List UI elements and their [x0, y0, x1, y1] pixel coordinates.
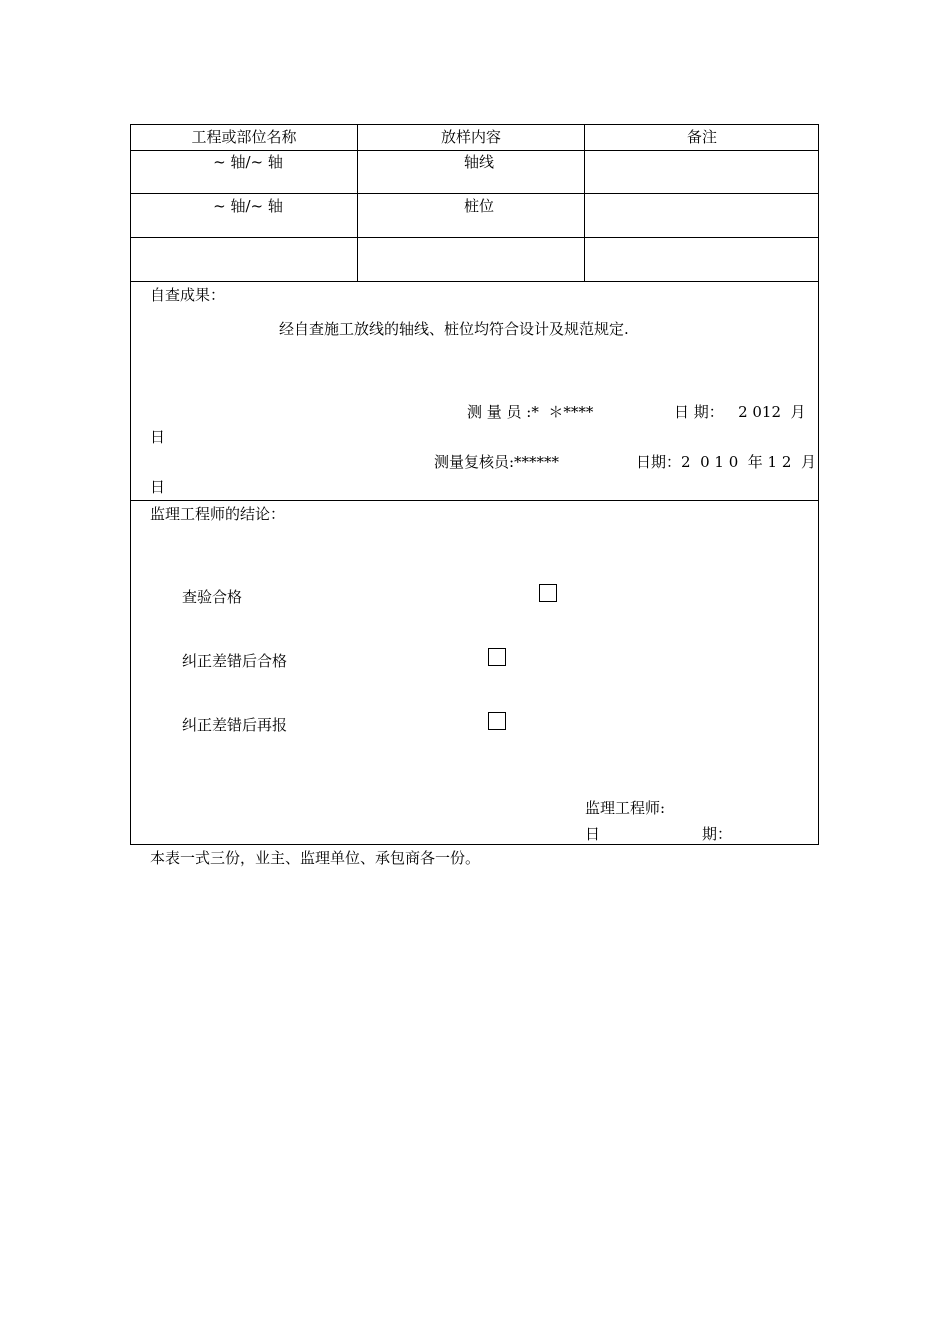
option-passed-after-correction-label: 纠正差错后合格	[182, 652, 288, 670]
inspection-passed-checkbox[interactable]	[539, 584, 557, 602]
surveyor-date: 日 期： 2 012 月	[674, 403, 806, 421]
passed-after-correction-checkbox[interactable]	[488, 648, 506, 666]
option-inspection-passed-label: 查验合格	[182, 588, 243, 606]
supervising-engineer-label: 监理工程师:	[585, 799, 666, 817]
self-check-label: 自查成果：	[150, 286, 226, 304]
section-divider	[130, 500, 819, 501]
header-remark: 备注	[686, 128, 717, 146]
table-divider	[130, 237, 819, 238]
supervisor-date-label-period: 期：	[702, 825, 733, 843]
option-resubmit-after-correction-label: 纠正差错后再报	[182, 716, 288, 734]
reviewer-date-day: 日	[150, 478, 166, 496]
table-divider	[130, 193, 819, 194]
supervisor-date-label-day: 日	[585, 825, 601, 843]
footer-note: 本表一式三份，业主、监理单位、承包商各一份。	[150, 849, 481, 867]
supervisor-conclusion-label: 监理工程师的结论：	[150, 505, 286, 523]
row-1-location: ~ 轴/~ 轴	[213, 153, 283, 171]
reviewer-date: 日期：2 0 1 0 年 1 2 月	[636, 453, 816, 471]
self-check-statement: 经自查施工放线的轴线、桩位均符合设计及规范规定.	[279, 320, 629, 338]
surveyor-signature: 测 量 员 :* ＊****	[467, 403, 594, 421]
resubmit-after-correction-checkbox[interactable]	[488, 712, 506, 730]
row-2-location: ~ 轴/~ 轴	[213, 197, 283, 215]
header-content: 放样内容	[440, 128, 501, 146]
surveyor-date-day: 日	[150, 428, 166, 446]
table-divider	[130, 281, 819, 282]
reviewer-signature: 测量复核员:******	[434, 453, 560, 471]
row-2-content: 桩位	[463, 197, 494, 215]
header-location: 工程或部位名称	[191, 128, 297, 146]
table-divider	[130, 150, 819, 151]
survey-record-table	[130, 124, 819, 845]
row-1-content: 轴线	[463, 153, 494, 171]
